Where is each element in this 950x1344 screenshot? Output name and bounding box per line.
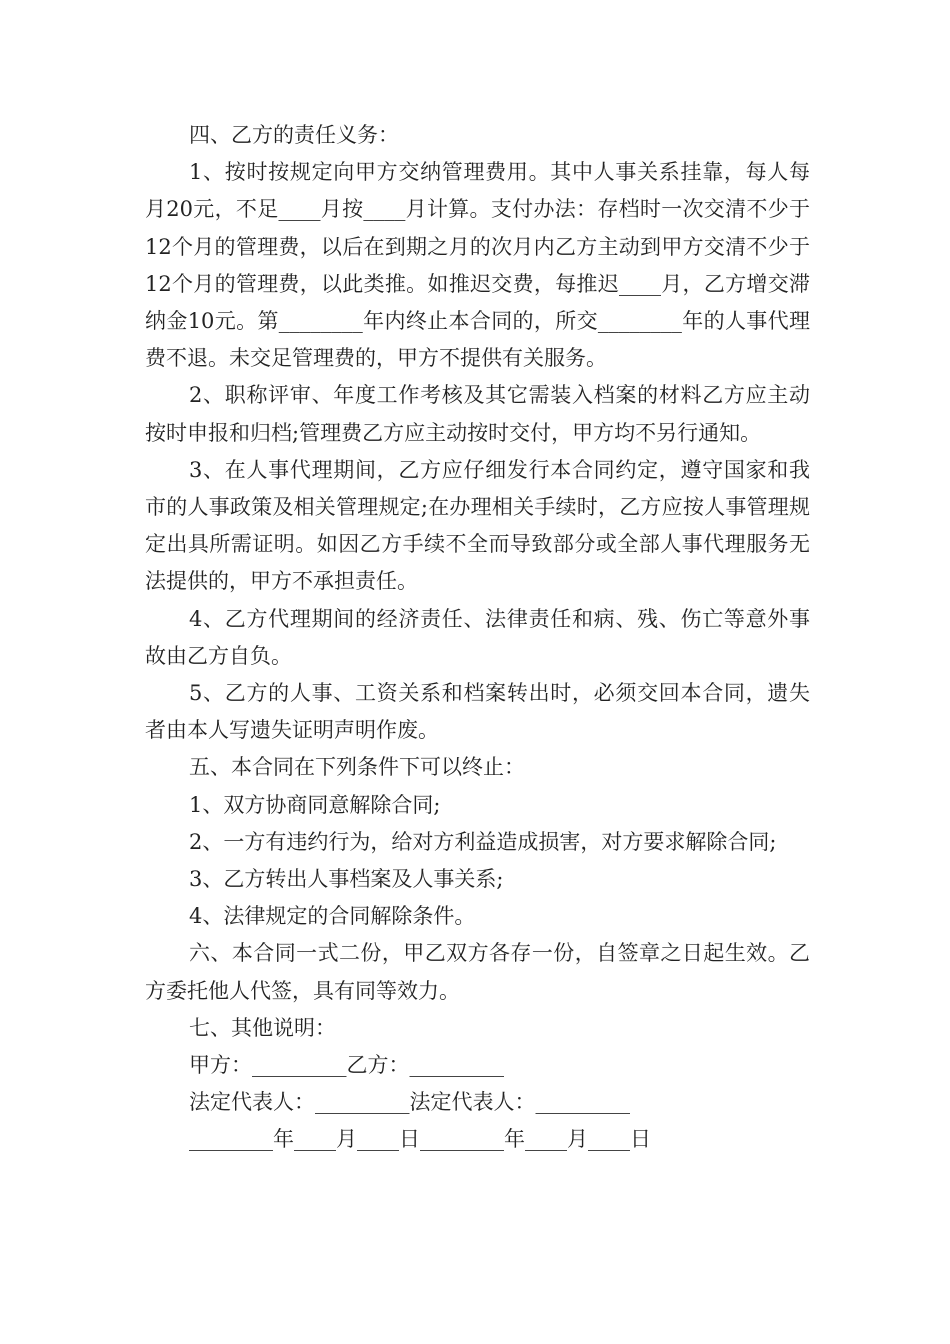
section-5-item-3: 3、乙方转出人事档案及人事关系; bbox=[189, 867, 504, 892]
section-4-item-4: 4、乙方代理期间的经济责任、法律责任和病、残、伤亡等意外事故由乙方自负。 bbox=[145, 606, 810, 668]
signature-date-line: ________年____月____日________年____月____日 bbox=[189, 1127, 651, 1152]
section-5-heading: 五、本合同在下列条件下可以终止： bbox=[189, 755, 525, 780]
section-4-item-1: 1、按时按规定向甲方交纳管理费用。其中人事关系挂靠，每人每月20元，不足____月按____月计算。支付办法：存档时一次交清不少于12个月的管理费，以后在到期之月的次月内乙方主动到甲方交清不少于12个月的管理费，以此类推。如推迟交费，每推迟____月，乙方增交滞纳金10元。第________年内终止本合同的，所交________年的人事代理费不退。未交足管理费的，甲方不提供有关服务。 bbox=[145, 160, 810, 371]
document-body bbox=[145, 117, 810, 1159]
signature-representative-line: 法定代表人：_________法定代表人：_________ bbox=[189, 1090, 630, 1115]
section-6-paragraph: 六、本合同一式二份，甲乙双方各存一份，自签章之日起生效。乙方委托他人代签，具有同等效力。 bbox=[145, 941, 810, 1003]
section-4-heading: 四、乙方的责任义务： bbox=[189, 123, 399, 147]
section-4-item-2: 2、职称评审、年度工作考核及其它需装入档案的材料乙方应主动按时申报和归档;管理费乙方应主动按时交付，甲方均不另行通知。 bbox=[145, 383, 810, 445]
signature-parties-line: 甲方：_________乙方：_________ bbox=[189, 1053, 504, 1078]
section-5-item-1: 1、双方协商同意解除合同; bbox=[189, 792, 441, 817]
section-5-item-2: 2、一方有违约行为，给对方利益造成损害，对方要求解除合同; bbox=[189, 829, 777, 854]
section-7-heading: 七、其他说明： bbox=[189, 1015, 336, 1040]
section-4-item-3: 3、在人事代理期间，乙方应仔细发行本合同约定，遵守国家和我市的人事政策及相关管理规定;在办理相关手续时，乙方应按人事管理规定出具所需证明。如因乙方手续不全而导致部分或全部人事代理服务无法提供的，甲方不承担责任。 bbox=[145, 457, 810, 594]
section-5-item-4: 4、法律规定的合同解除条件。 bbox=[189, 904, 476, 929]
section-4-item-5: 5、乙方的人事、工资关系和档案转出时，必须交回本合同，遗失者由本人写遗失证明声明作废。 bbox=[145, 681, 810, 743]
